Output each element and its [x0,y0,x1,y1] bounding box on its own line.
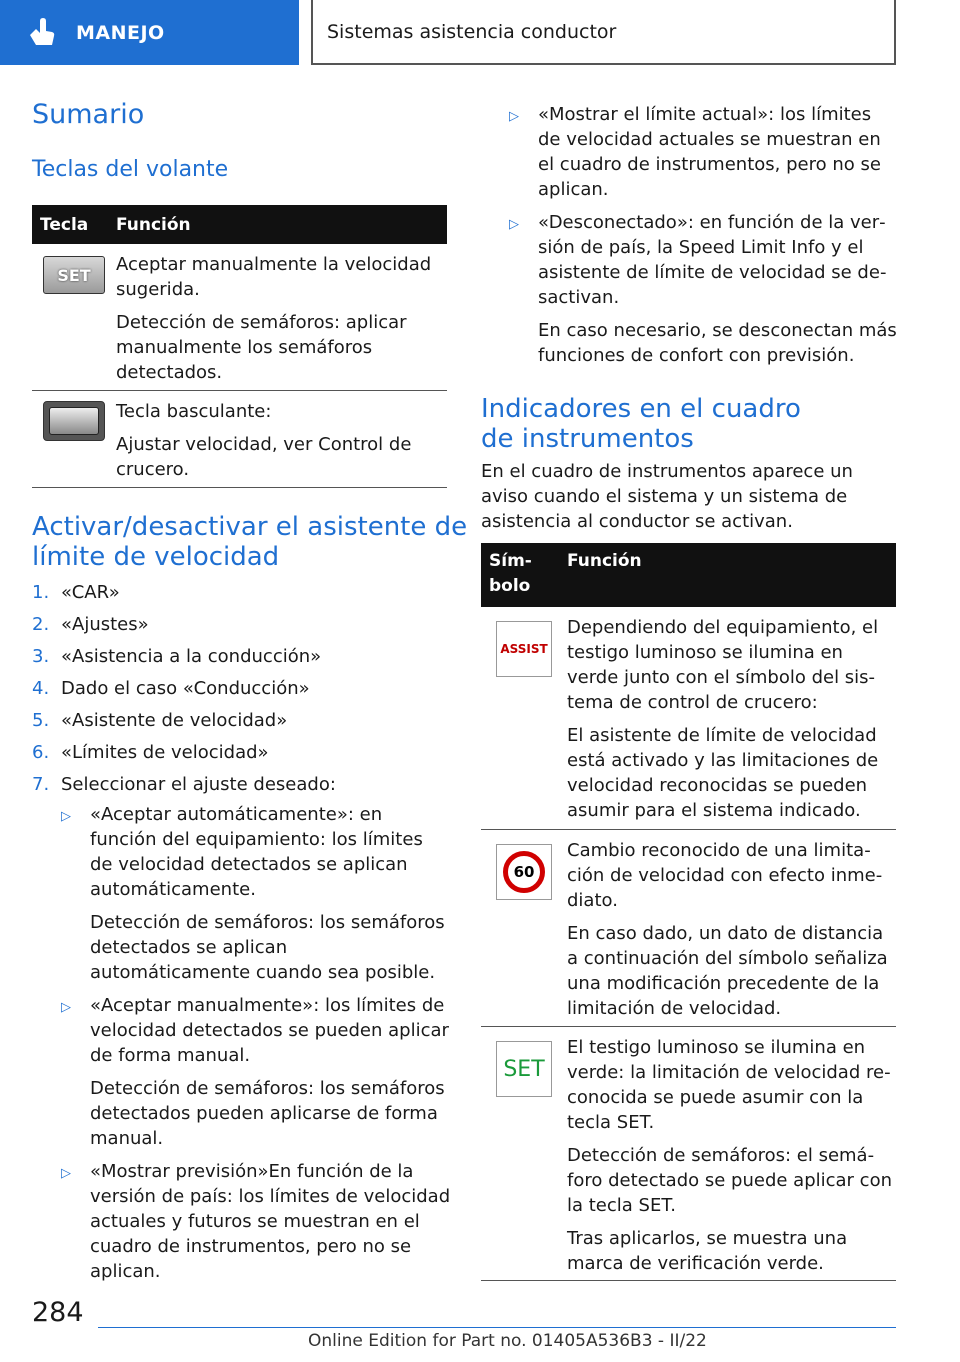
list-item: ▷ «Aceptar manualmente»: los límites de velocidad detectados se pueden aplicar de forma manual. Detección de semáforos: los semáforos detectados pueden aplicarse de forma manual. [61,995,449,1149]
footer-divider [98,1327,896,1328]
list-item: 3. «Asistencia a la conducción» [32,646,322,667]
list-item: ▷ «Desconectado»: en función de la versión de país, la Speed Limit Info y el asistente de límite de velocidad se desactivan. En caso necesario, se desconectan más funciones de confort con previsión. [509,212,897,366]
rocker-switch-icon [43,401,105,441]
page-title: Sumario [32,99,145,130]
indicators-heading-line2: de instrumentos [481,424,694,454]
table-row [32,244,447,391]
indicators-intro: En el cuadro de instrumentos aparece un aviso cuando el sistema y un sistema de asistencia al conductor se activan. [481,461,853,532]
steering-hand-icon [24,15,60,51]
indicators-table [481,543,896,1281]
list-item: 6. «Límites de velocidad» [32,742,269,763]
list-item: 4. Dado el caso «Conducción» [32,678,310,699]
options-list-left [61,802,451,1292]
triangle-bullet-icon: ▷ [61,1000,71,1015]
keys-col-key: Tecla [40,214,89,235]
steps-list [32,580,447,804]
indicators-col-symbol: Sím- bolo [489,551,532,596]
row-text: Ajustar velocidad, ver Control de crucero. [116,434,412,480]
set-green-icon: SET [496,1041,552,1097]
indicators-table-header [481,543,896,607]
keys-table-header [32,205,447,244]
chapter-title: Sistemas asistencia conductor [327,20,617,43]
list-item: ▷ «Mostrar el límite actual»: los límites de velocidad actuales se muestran en el cuadro de instrumentos, pero no se aplican. [509,104,881,200]
row-text: Tecla basculante: [116,401,272,422]
keys-col-function: Función [116,214,191,235]
list-item: 1. «CAR» [32,582,120,603]
divider [32,487,447,488]
list-item: 5. «Asistente de velocidad» [32,710,288,731]
keys-table [32,205,447,488]
list-item: ▷ «Aceptar automáticamente»: en función del equipamiento: los límites de velocidad detectados se aplican automáticamente. Detección de semáforos: los semáforos detectados se aplican automáticamente cuando sea posible. [61,804,445,983]
triangle-bullet-icon: ▷ [509,109,519,124]
section-subtitle: Teclas del volante [32,157,229,182]
triangle-bullet-icon: ▷ [61,809,71,824]
table-row [32,391,447,488]
indicators-col-function: Función [567,551,642,571]
row-text: Aceptar manualmente la velocidad sugerida. [116,254,432,300]
indicators-heading-line1: Indicadores en el cuadro [481,394,801,424]
activate-heading-line2: límite de velocidad [32,542,280,572]
triangle-bullet-icon: ▷ [509,217,519,232]
speed-limit-60-icon: 60 [496,844,552,900]
activate-heading-line1: Activar/desactivar el asistente de [32,512,468,542]
triangle-bullet-icon: ▷ [61,1166,71,1181]
section-tab [0,0,299,65]
chapter-title-box [311,0,896,65]
set-key-icon: SET [43,256,105,294]
list-item: 2. «Ajustes» [32,614,149,635]
list-item: ▷ «Mostrar previsión»En función de la versión de país: los límites de velocidad actuales y futuros se muestran en el cuadro de instrumentos, pero no se aplican. [61,1161,451,1282]
section-label: MANEJO [76,21,165,44]
list-item: 7. Seleccionar el ajuste deseado: [32,774,336,795]
table-row: SET El testigo luminoso se ilumina en verde: la limitación de velocidad reconocida se puede asumir con la tecla SET. Detección de semáforos: el semáforo detectado se puede aplicar con la tecla SET. Tras aplicarlos, se muestra una marca de verificación verde. [481,1027,896,1281]
row-text: Detección de semáforos: aplicar manualmente los semáforos detectados. [116,312,407,383]
assist-symbol-icon: ASSIST [496,621,552,677]
edition-text: Online Edition for Part no. 01405A536B3 - II/22 [308,1331,707,1351]
options-list-right [509,102,899,376]
page-number: 284 [32,1297,84,1328]
table-row: ASSIST Dependiendo del equipamiento, el testigo luminoso se ilumina en verde junto con el símbolo del sistema de control de crucero: El asistente de límite de velocidad está activado y las limitaciones de velocidad reconocidas se pueden asumir para el sistema indicado. [481,607,896,830]
table-row: 60 Cambio reconocido de una limitación de velocidad con efecto inmediato. En caso dado, un dato de distancia a continuación del símbolo señaliza una modificación precedente de la limitación de velocidad. [481,830,896,1027]
